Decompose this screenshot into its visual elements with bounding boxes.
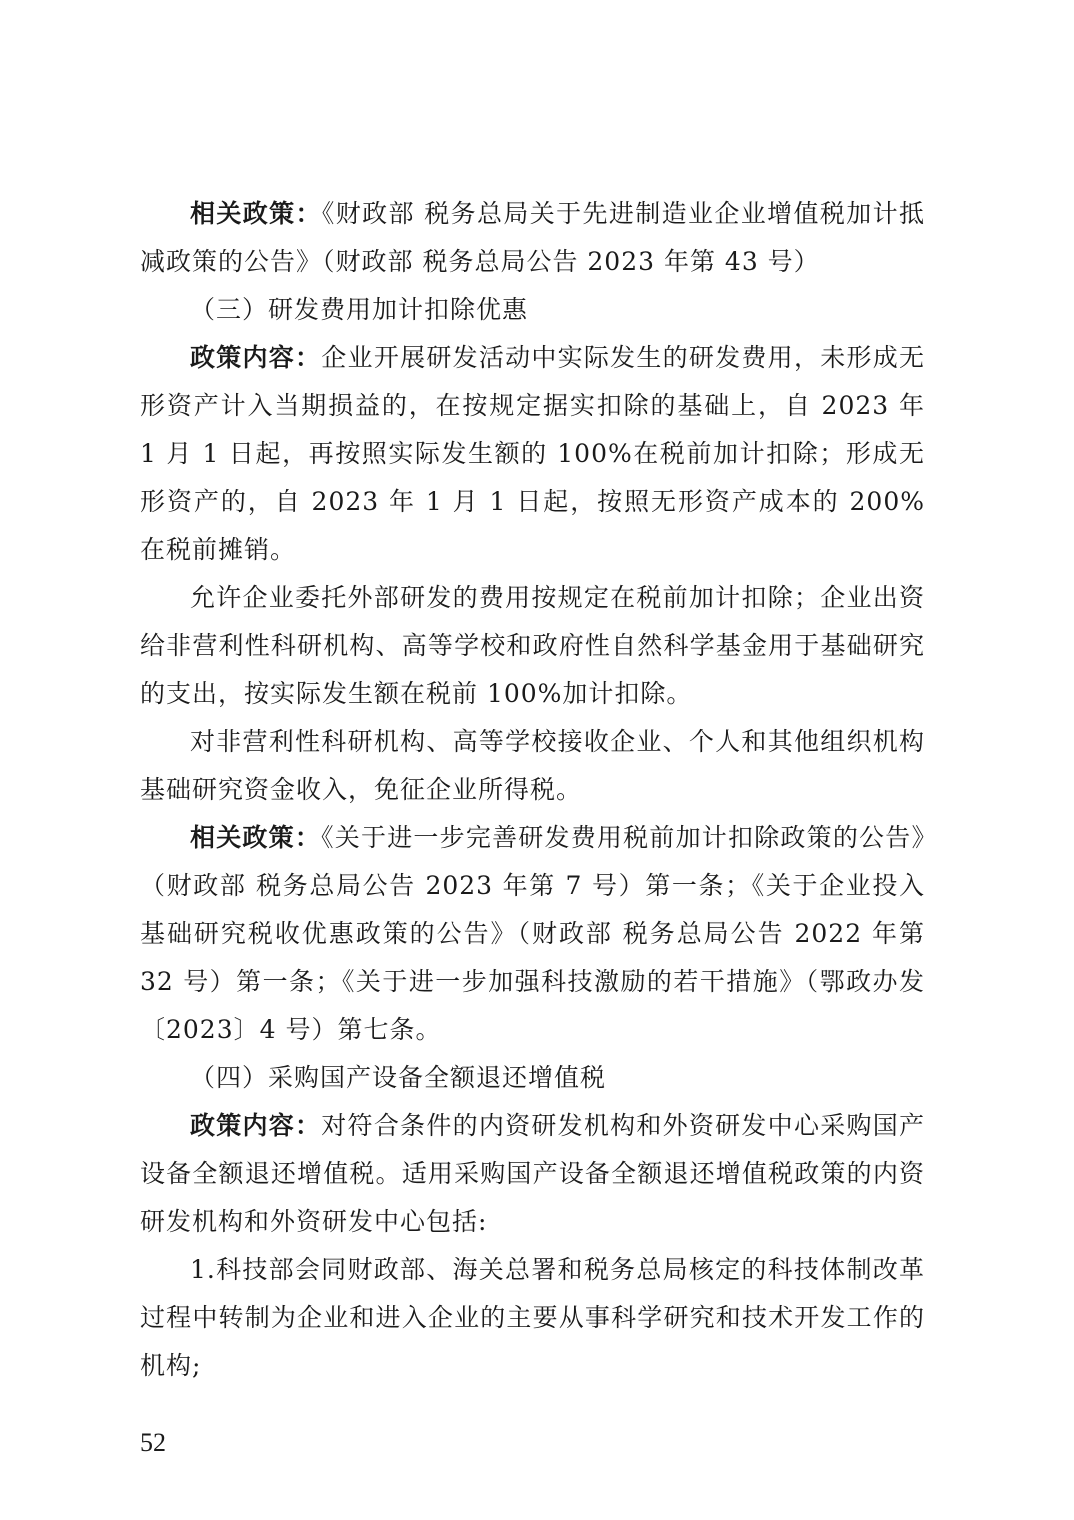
list-item: 1.科技部会同财政部、海关总署和税务总局核定的科技体制改革过程中转制为企业和进入企业的主要从事科学研究和技术开发工作的机构; bbox=[140, 1255, 925, 1380]
content-label: 政策内容： bbox=[190, 1111, 322, 1140]
body-paragraph-tax-exemption: 对非营利性科研机构、高等学校接收企业、个人和其他组织机构基础研究资金收入，免征企业所得税。 bbox=[140, 727, 925, 804]
policy-reference-paragraph bbox=[140, 190, 925, 286]
policy-content-paragraph bbox=[140, 1102, 925, 1246]
policy-label: 相关政策： bbox=[190, 199, 322, 228]
body-paragraph-entrusted-rd: 允许企业委托外部研发的费用按规定在税前加计扣除；企业出资给非营利性科研机构、高等学校和政府性自然科学基金用于基础研究的支出，按实际发生额在税前 100%加计扣除。 bbox=[140, 583, 925, 708]
policy-text: 《财政部 税务总局关于先进制造业企业增值税加计抵减政策的公告》（财政部 税务总局公告 2023 年第 43 号） bbox=[140, 199, 925, 276]
policy-reference-paragraph bbox=[140, 814, 925, 1054]
page-number: 52 bbox=[140, 1428, 166, 1457]
section-heading-four: （四）采购国产设备全额退还增值税 bbox=[190, 1063, 607, 1092]
section-heading-three: （三）研发费用加计扣除优惠 bbox=[190, 295, 529, 324]
policy-text: 《关于进一步完善研发费用税前加计扣除政策的公告》（财政部 税务总局公告 2023 年第 7 号）第一条；《关于企业投入基础研究税收优惠政策的公告》（财政部 税务总局公告 2022 年第 32 号）第一条；《关于进一步加强科技激励的若干措施》（鄂政办发〔2023〕4 号）第七条。 bbox=[140, 823, 925, 1044]
content-label: 政策内容： bbox=[190, 343, 322, 372]
content-text: 企业开展研发活动中实际发生的研发费用，未形成无形资产计入当期损益的，在按规定据实扣除的基础上，自 2023 年 1 月 1 日起，再按照实际发生额的 100%在税前加计扣除；形成无形资产的，自 2023 年 1 月 1 日起，按照无形资产成本的 200%在税前摊销。 bbox=[140, 343, 925, 564]
policy-content-paragraph bbox=[140, 334, 925, 574]
document-page bbox=[140, 190, 925, 1390]
content-text: 对符合条件的内资研发机构和外资研发中心采购国产设备全额退还增值税。适用采购国产设备全额退还增值税政策的内资研发机构和外资研发中心包括: bbox=[140, 1111, 925, 1236]
policy-label: 相关政策： bbox=[190, 823, 322, 852]
